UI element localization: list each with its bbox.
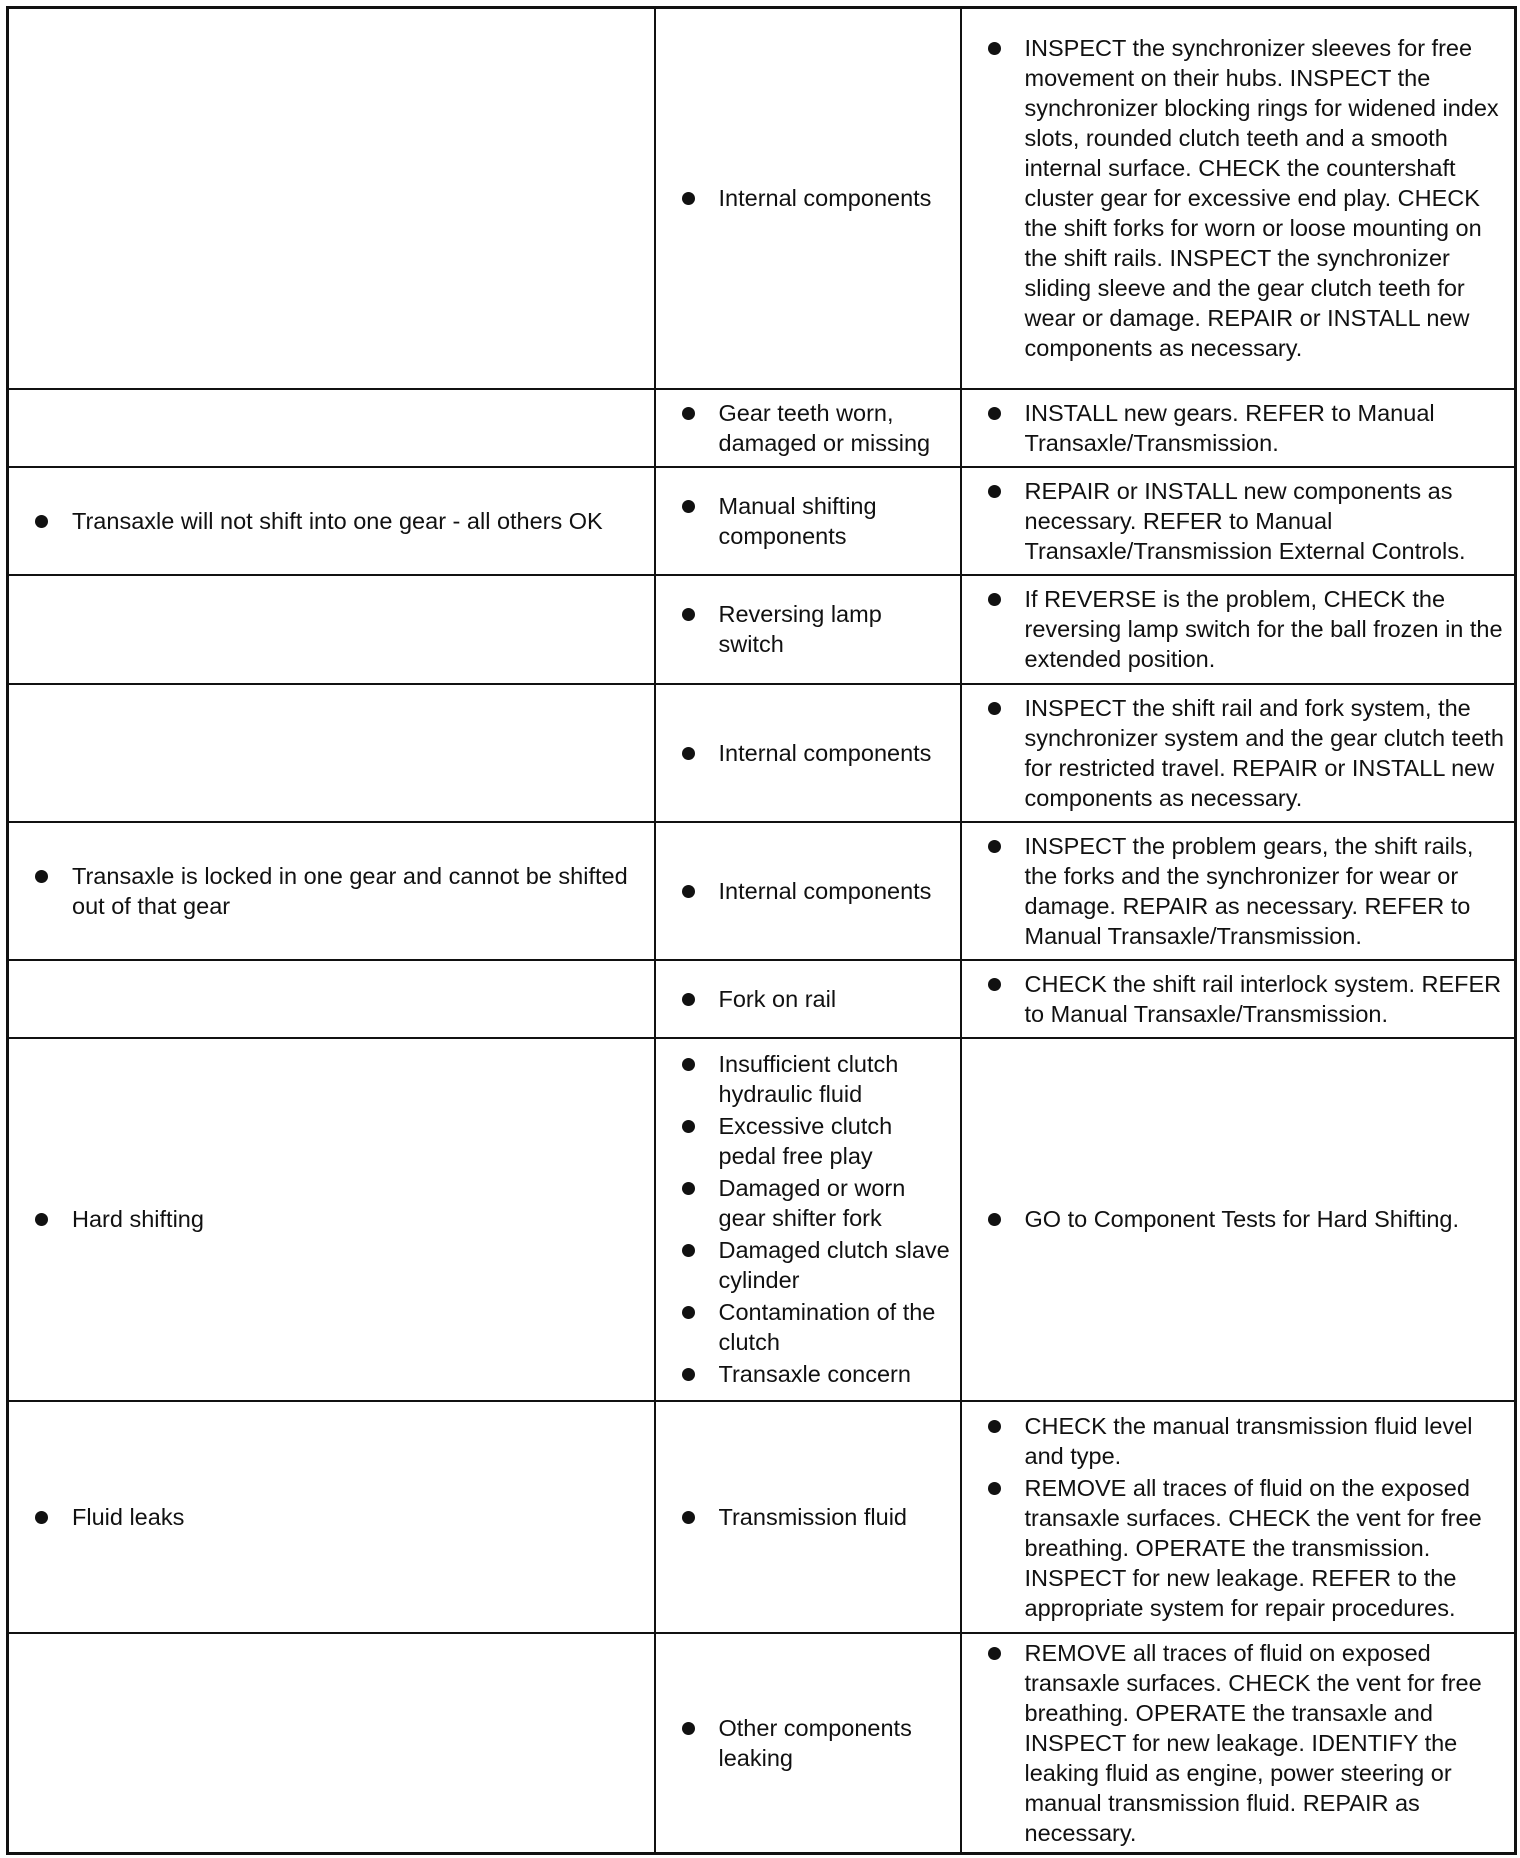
possible-source-cell — [655, 822, 961, 960]
possible-source-cell — [655, 960, 961, 1038]
condition-cell — [8, 389, 655, 467]
action-cell — [961, 1038, 1516, 1401]
possible-source-item: Damaged clutch slave cylinder — [682, 1235, 952, 1295]
table-row — [8, 467, 1516, 575]
action-cell — [961, 960, 1516, 1038]
condition-cell — [8, 822, 655, 960]
table-row — [8, 575, 1516, 684]
possible-source-cell — [655, 575, 961, 684]
table-row — [8, 1038, 1516, 1401]
action-item: INSPECT the problem gears, the shift rails, the forks and the synchronizer for wear or damage. REPAIR as necessary. REFER to Manual Transaxle/Transmission. — [988, 831, 1511, 951]
condition-cell — [8, 575, 655, 684]
action-item: INSPECT the shift rail and fork system, the synchronizer system and the gear clutch teeth for restricted travel. REPAIR or INSTALL new components as necessary. — [988, 693, 1511, 813]
possible-source-item: Insufficient clutch hydraulic fluid — [682, 1049, 952, 1109]
possible-source-cell — [655, 389, 961, 467]
possible-source-item: Excessive clutch pedal free play — [682, 1111, 952, 1171]
action-item: CHECK the manual transmission fluid level and type. — [988, 1411, 1511, 1471]
action-item: CHECK the shift rail interlock system. REFER to Manual Transaxle/Transmission. — [988, 969, 1511, 1029]
possible-source-cell — [655, 1038, 961, 1401]
possible-source-item: Fork on rail — [682, 984, 952, 1014]
action-cell — [961, 822, 1516, 960]
possible-source-item: Damaged or worn gear shifter fork — [682, 1173, 952, 1233]
action-cell — [961, 684, 1516, 822]
condition-cell — [8, 1401, 655, 1633]
condition-cell — [8, 8, 655, 389]
possible-source-cell — [655, 1633, 961, 1854]
action-item: REPAIR or INSTALL new components as necessary. REFER to Manual Transaxle/Transmission External Controls. — [988, 476, 1511, 566]
action-cell — [961, 575, 1516, 684]
table-row — [8, 8, 1516, 389]
possible-source-item: Transaxle concern — [682, 1359, 952, 1389]
action-item: INSPECT the synchronizer sleeves for free movement on their hubs. INSPECT the synchronizer blocking rings for widened index slots, rounded clutch teeth and a smooth internal surface. CHECK the countershaft cluster gear for excessive end play. CHECK the shift forks for worn or loose mounting on the shift rails. INSPECT the synchronizer sliding sleeve and the gear clutch teeth for wear or damage. REPAIR or INSTALL new components as necessary. — [988, 33, 1511, 363]
action-item: INSTALL new gears. REFER to Manual Transaxle/Transmission. — [988, 398, 1511, 458]
condition-cell — [8, 960, 655, 1038]
possible-source-item: Transmission fluid — [682, 1502, 952, 1532]
action-cell — [961, 8, 1516, 389]
action-item: REMOVE all traces of fluid on the exposed transaxle surfaces. CHECK the vent for free breathing. OPERATE the transmission. INSPECT for new leakage. REFER to the appropriate system for repair procedures. — [988, 1473, 1511, 1623]
condition-cell — [8, 1633, 655, 1854]
table-row — [8, 1401, 1516, 1633]
condition-cell — [8, 684, 655, 822]
table-row — [8, 1633, 1516, 1854]
diagnosis-table — [6, 6, 1517, 1855]
condition-item: Fluid leaks — [35, 1502, 648, 1532]
possible-source-item: Internal components — [682, 738, 952, 768]
table-row — [8, 684, 1516, 822]
action-item: If REVERSE is the problem, CHECK the reversing lamp switch for the ball frozen in the extended position. — [988, 584, 1511, 674]
possible-source-item: Other components leaking — [682, 1713, 952, 1773]
condition-cell — [8, 1038, 655, 1401]
condition-item: Transaxle will not shift into one gear - all others OK — [35, 506, 648, 536]
possible-source-cell — [655, 467, 961, 575]
possible-source-cell — [655, 684, 961, 822]
possible-source-cell — [655, 1401, 961, 1633]
possible-source-item: Contamination of the clutch — [682, 1297, 952, 1357]
possible-source-cell — [655, 8, 961, 389]
possible-source-item: Internal components — [682, 183, 952, 213]
possible-source-item: Gear teeth worn, damaged or missing — [682, 398, 952, 458]
possible-source-item: Manual shifting components — [682, 491, 952, 551]
action-cell — [961, 1401, 1516, 1633]
possible-source-item: Internal components — [682, 876, 952, 906]
condition-item: Hard shifting — [35, 1204, 648, 1234]
action-item: REMOVE all traces of fluid on exposed transaxle surfaces. CHECK the vent for free breathing. OPERATE the transaxle and INSPECT for new leakage. IDENTIFY the leaking fluid as engine, power steering or manual transmission fluid. REPAIR as necessary. — [988, 1638, 1511, 1848]
table-row — [8, 960, 1516, 1038]
table-row — [8, 389, 1516, 467]
action-cell — [961, 467, 1516, 575]
action-cell — [961, 389, 1516, 467]
table-row — [8, 822, 1516, 960]
possible-source-item: Reversing lamp switch — [682, 599, 952, 659]
condition-cell — [8, 467, 655, 575]
condition-item: Transaxle is locked in one gear and cannot be shifted out of that gear — [35, 861, 648, 921]
action-cell — [961, 1633, 1516, 1854]
action-item: GO to Component Tests for Hard Shifting. — [988, 1204, 1511, 1234]
